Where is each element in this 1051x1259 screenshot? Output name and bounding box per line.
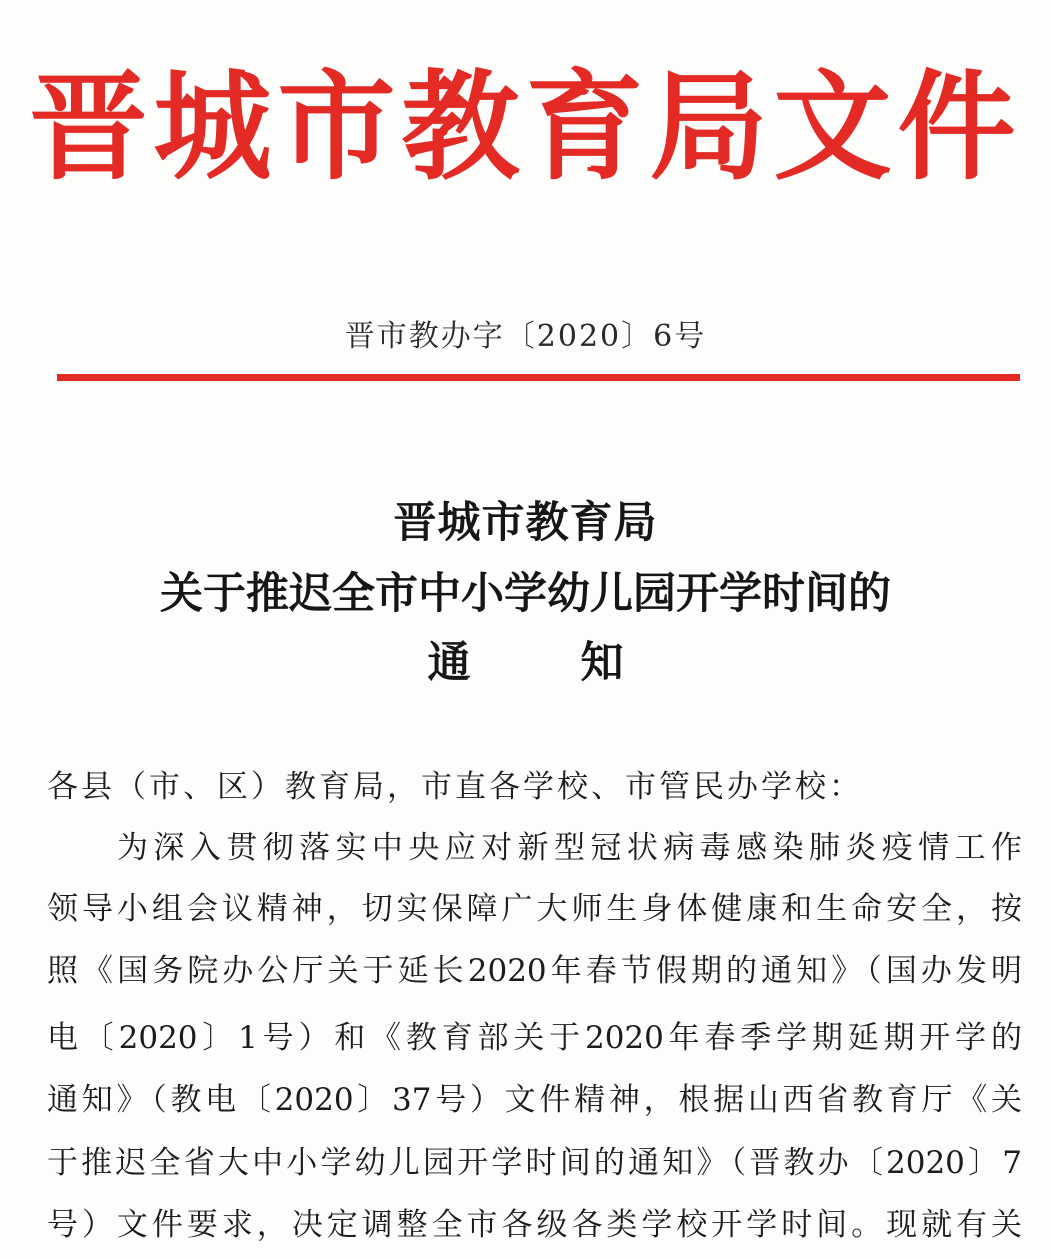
body-line: 号）文件要求，决定调整全市各级各类学校开学时间。现就有关 (47, 1207, 1022, 1243)
title-notice (0, 632, 1051, 694)
document-masthead: 晋城市教育局文件 (29, 58, 1022, 196)
body-line: 为深入贯彻落实中央应对新型冠状病毒感染肺炎疫情工作 (117, 830, 1022, 866)
title-notice-char-1: 通 (427, 638, 471, 688)
title-notice-char-2: 知 (580, 638, 624, 688)
body-line: 领导小组会议精神，切实保障广大师生身体健康和生命安全，按 (47, 891, 1022, 927)
document-number: 晋市教办字〔2020〕6号 (344, 319, 707, 354)
addressee-line: 各县（市、区）教育局，市直各学校、市管民办学校： (47, 769, 863, 805)
body-line: 通知》（教电〔2020〕37号）文件精神，根据山西省教育厅《关 (47, 1082, 1022, 1118)
body-line: 电〔2020〕1号）和《教育部关于2020年春季学期延期开学的 (47, 1020, 1022, 1056)
title-issuer: 晋城市教育局 (393, 498, 658, 548)
body-line: 于推迟全省大中小学幼儿园开学时间的通知》（晋教办〔2020〕7 (47, 1145, 1022, 1181)
title-subject: 关于推迟全市中小学幼儿园开学时间的 (160, 569, 891, 619)
red-divider-line (57, 374, 1020, 381)
body-line: 照《国务院办公厅关于延长2020年春节假期的通知》（国办发明 (47, 953, 1022, 989)
